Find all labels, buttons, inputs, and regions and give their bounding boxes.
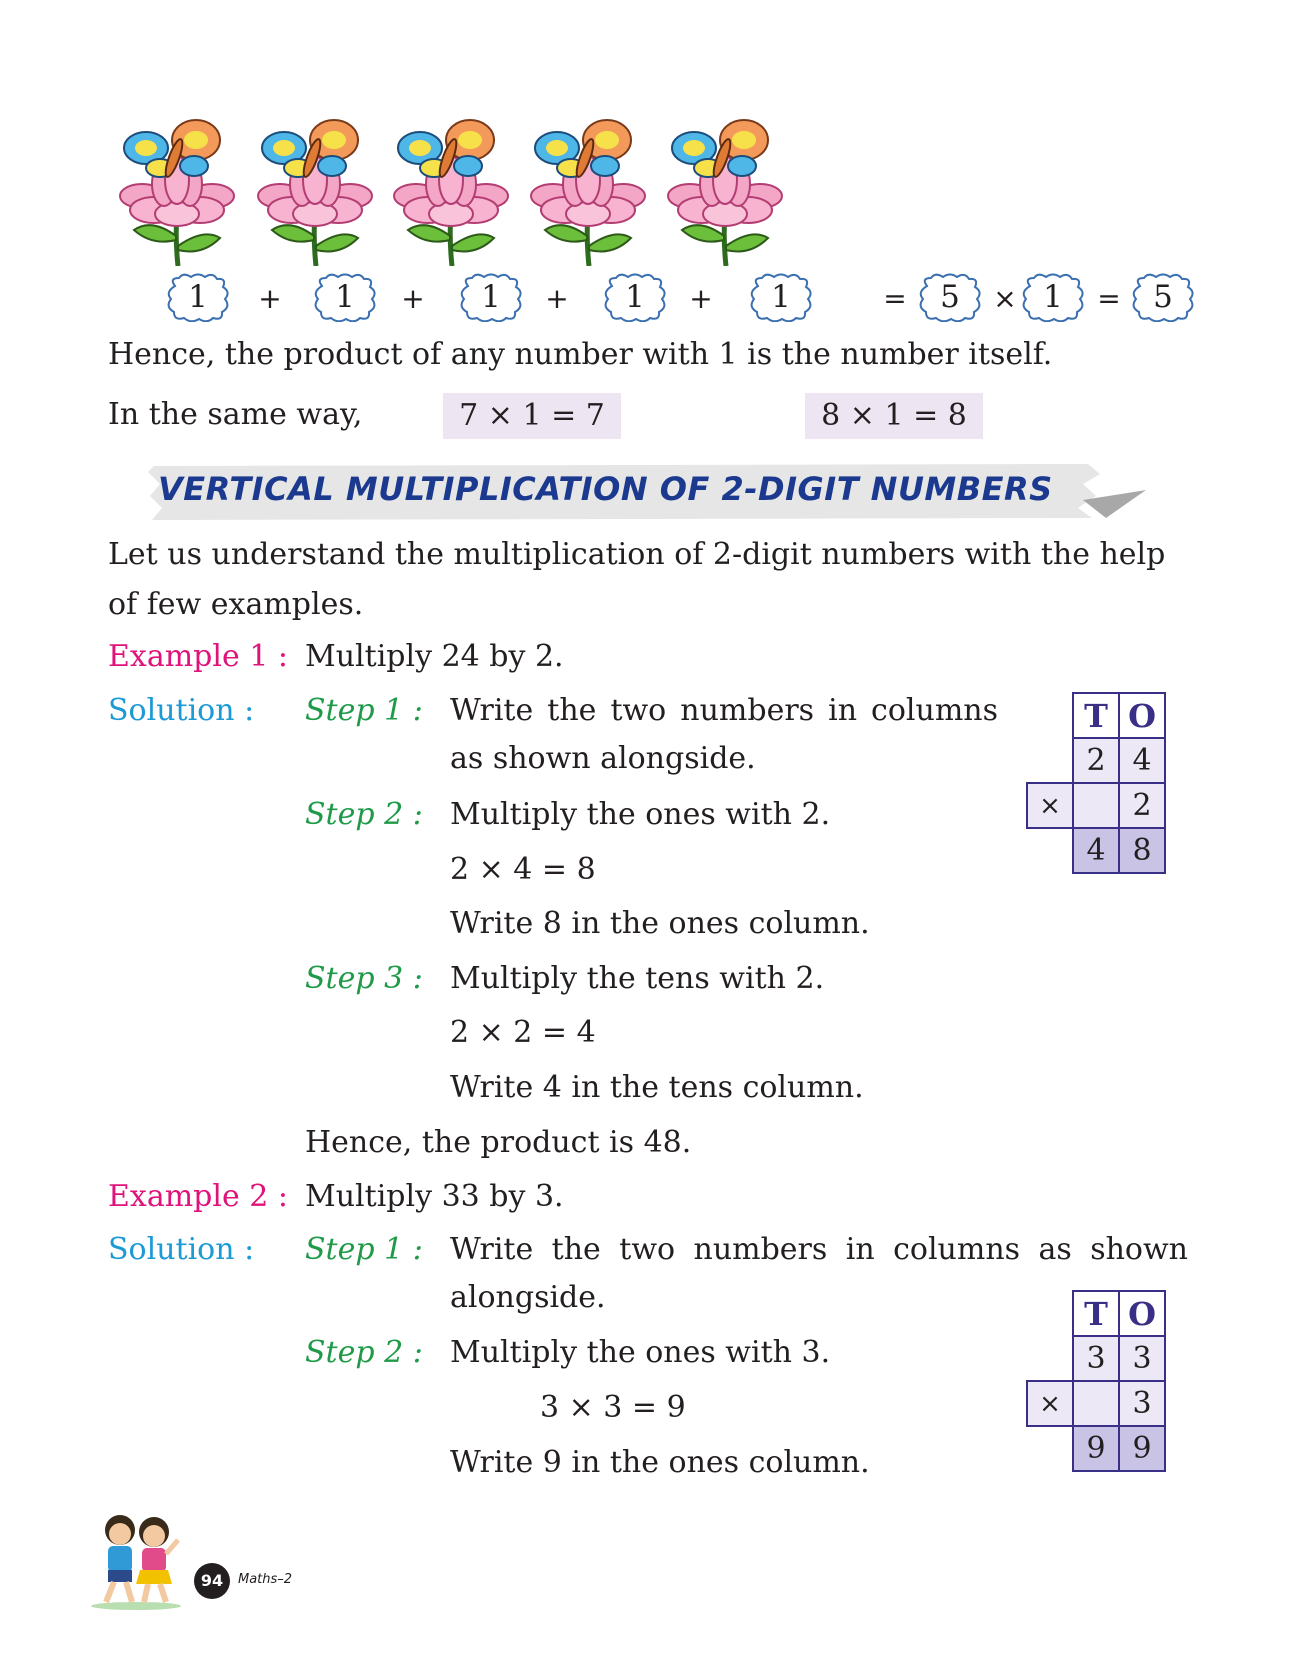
flower-butterfly-illustration — [660, 118, 790, 266]
cloud-number: 1 — [458, 272, 524, 322]
same-way-text: In the same way, — [108, 397, 363, 432]
plus-sign: + — [258, 282, 282, 315]
grid-cell: 3 — [1073, 1336, 1119, 1381]
example-1-label: Example 1 : — [108, 639, 288, 674]
cloud-number: 1 — [748, 272, 814, 322]
step-text: Write the two numbers in columns — [450, 693, 998, 728]
step-text: Multiply the ones with 2. — [450, 797, 831, 832]
grid-cell: 4 — [1119, 738, 1165, 783]
step-label: Step 3 : — [305, 961, 423, 996]
times-cell: × — [1027, 783, 1073, 828]
tens-header: T — [1073, 1291, 1119, 1336]
grid-result-cell: 9 — [1073, 1426, 1119, 1471]
step-text: Write 9 in the ones column. — [450, 1445, 870, 1480]
step-equation: 2 × 4 = 8 — [450, 852, 596, 887]
plus-sign: + — [689, 282, 713, 315]
example-2-label: Example 2 : — [108, 1179, 288, 1214]
conclusion-text: Hence, the product is 48. — [305, 1125, 692, 1160]
cloud-number: 1 — [312, 272, 378, 322]
step-equation: 2 × 2 = 4 — [450, 1015, 596, 1050]
place-value-grid — [1026, 1290, 1166, 1472]
flower-butterfly-illustration — [523, 118, 653, 266]
flower-butterfly-illustration — [386, 118, 516, 266]
flower-butterfly-illustration — [112, 118, 242, 266]
step-label: Step 1 : — [305, 693, 423, 728]
section-title: VERTICAL MULTIPLICATION OF 2-DIGIT NUMBERS — [158, 470, 1053, 508]
grid-cell: 2 — [1073, 738, 1119, 783]
cloud-number: 1 — [1020, 272, 1086, 322]
cloud-number: 5 — [1130, 272, 1196, 322]
cloud-number: 1 — [602, 272, 668, 322]
kids-illustration — [86, 1510, 186, 1610]
book-title: Maths–2 — [238, 1572, 293, 1587]
grid-result-cell: 9 — [1119, 1426, 1165, 1471]
step-equation: 3 × 3 = 9 — [540, 1390, 686, 1425]
ones-header: O — [1119, 1291, 1165, 1336]
step-label: Step 2 : — [305, 797, 423, 832]
grid-cell — [1073, 1381, 1119, 1426]
solution-label: Solution : — [108, 693, 255, 728]
ones-header: O — [1119, 693, 1165, 738]
grid-result-cell: 4 — [1073, 828, 1119, 873]
grid-cell: 3 — [1119, 1381, 1165, 1426]
section-text: of few examples. — [108, 587, 364, 622]
step-text: Write the two numbers in columns as shown — [450, 1232, 1188, 1267]
step-text: Multiply the tens with 2. — [450, 961, 825, 996]
grid-result-cell: 8 — [1119, 828, 1165, 873]
grid-cell: 3 — [1119, 1336, 1165, 1381]
solution-label: Solution : — [108, 1232, 255, 1267]
step-label: Step 1 : — [305, 1232, 423, 1267]
example-2-question: Multiply 33 by 3. — [305, 1179, 564, 1214]
section-text: Let us understand the multiplication of 2-digit numbers with the help — [108, 537, 1166, 572]
example-1-question: Multiply 24 by 2. — [305, 639, 564, 674]
equals-sign: = — [883, 282, 907, 315]
step-label: Step 2 : — [305, 1335, 423, 1370]
step-text: Write 8 in the ones column. — [450, 906, 870, 941]
step-text: Write 4 in the tens column. — [450, 1070, 864, 1105]
grid-cell: 2 — [1119, 783, 1165, 828]
cloud-number: 1 — [165, 272, 231, 322]
grid-cell — [1073, 783, 1119, 828]
step-text: Multiply the ones with 3. — [450, 1335, 831, 1370]
step-text: as shown alongside. — [450, 741, 756, 776]
place-value-grid — [1026, 692, 1166, 874]
times-sign: × — [993, 282, 1017, 315]
intro-statement: Hence, the product of any number with 1 is the number itself. — [108, 337, 1053, 372]
times-cell: × — [1027, 1381, 1073, 1426]
tens-header: T — [1073, 693, 1119, 738]
equals-sign: = — [1097, 282, 1121, 315]
flower-butterfly-illustration — [250, 118, 380, 266]
example-equation: 7 × 1 = 7 — [443, 393, 621, 439]
plus-sign: + — [545, 282, 569, 315]
step-text: alongside. — [450, 1280, 606, 1315]
plus-sign: + — [401, 282, 425, 315]
cloud-number: 5 — [917, 272, 983, 322]
example-equation: 8 × 1 = 8 — [805, 393, 983, 439]
page-number: 94 — [194, 1563, 230, 1599]
